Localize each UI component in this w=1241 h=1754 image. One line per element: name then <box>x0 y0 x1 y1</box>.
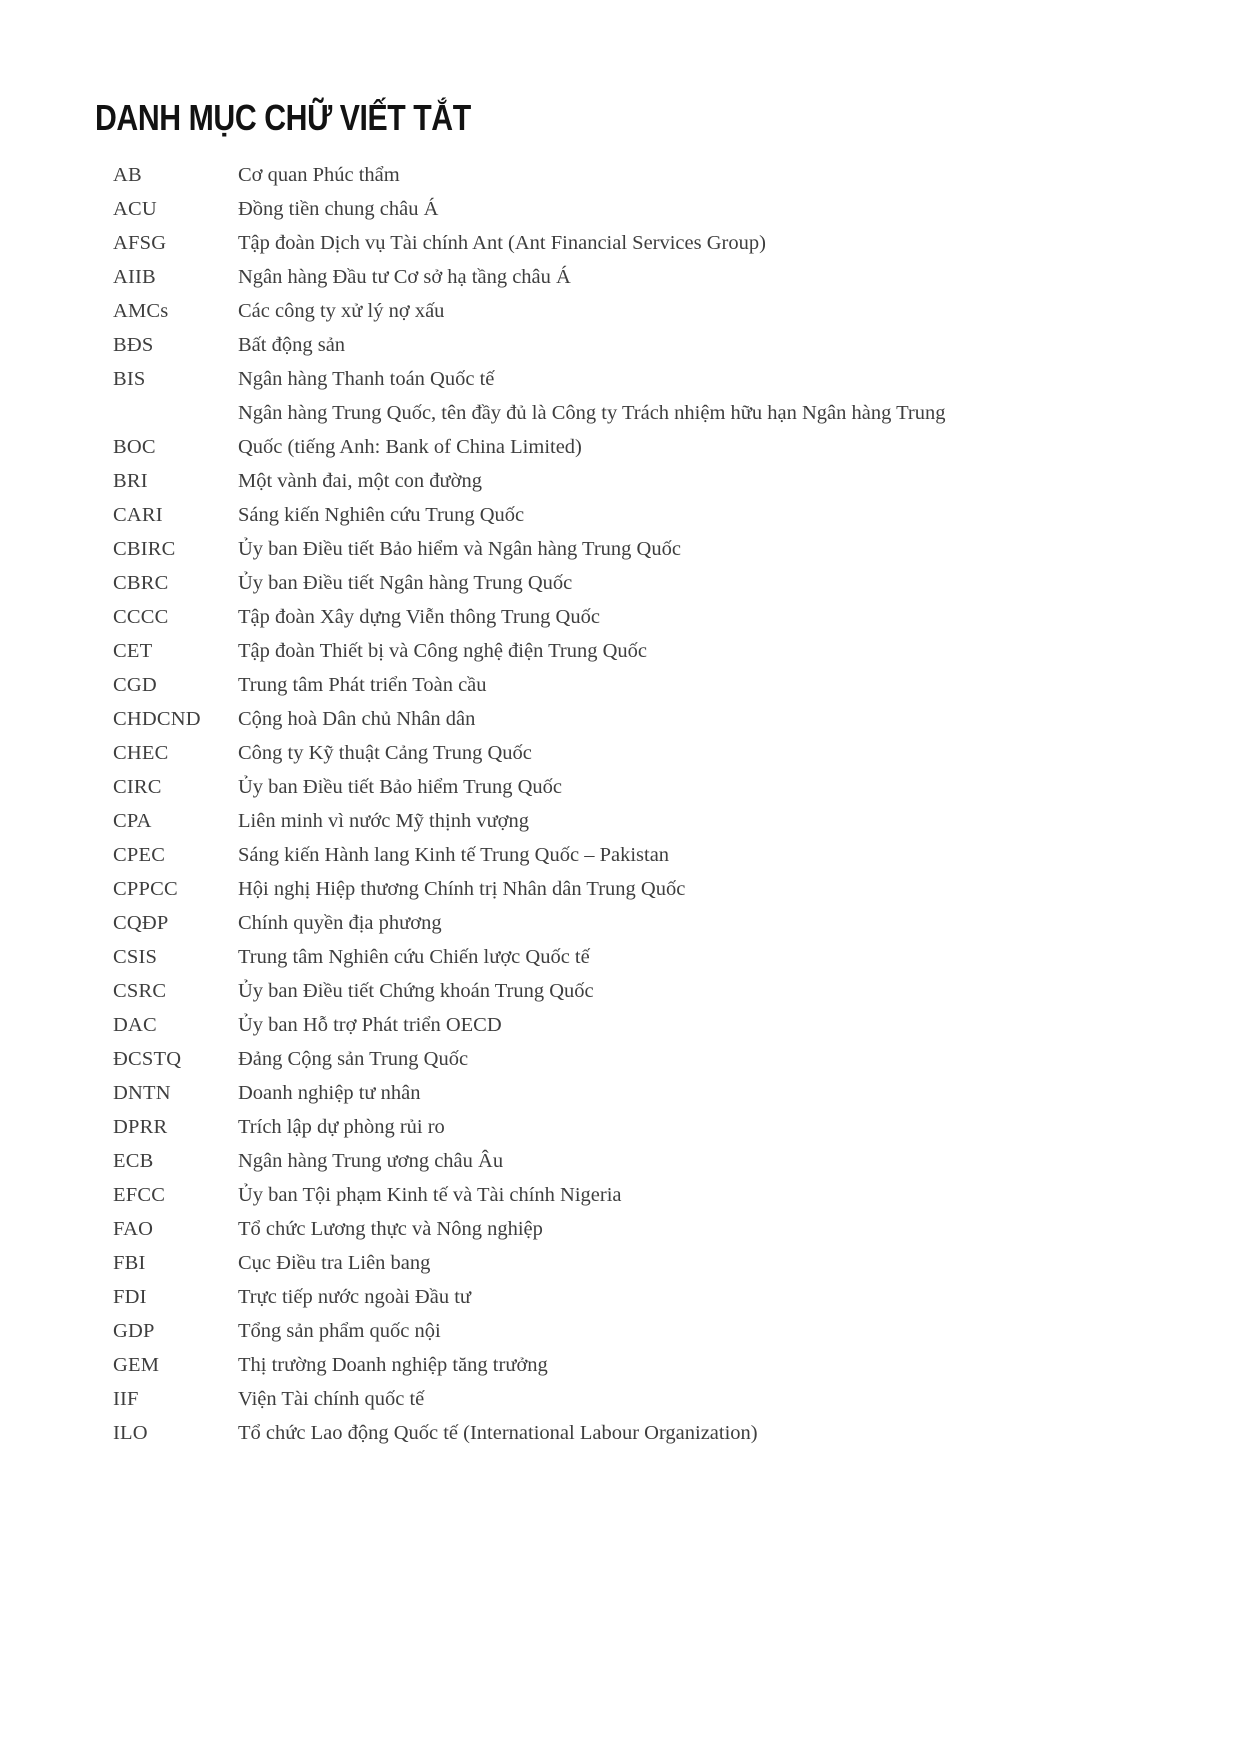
abbreviation-code: EFCC <box>113 1184 166 1206</box>
abbreviation-code: CBIRC <box>113 538 176 560</box>
abbreviation-description: Công ty Kỹ thuật Cảng Trung Quốc <box>238 742 532 764</box>
abbreviation-description: Cục Điều tra Liên bang <box>238 1252 431 1274</box>
abbreviation-code: BIS <box>113 368 146 390</box>
abbreviation-description: Doanh nghiệp tư nhân <box>238 1082 421 1104</box>
abbreviation-code: GDP <box>113 1320 155 1342</box>
abbreviation-description: Một vành đai, một con đường <box>238 470 483 492</box>
abbreviation-code: DAC <box>113 1014 157 1036</box>
abbreviation-code: GEM <box>113 1354 160 1376</box>
abbreviation-code: BOC <box>113 436 156 458</box>
abbreviation-code: CPEC <box>113 844 166 866</box>
list-item <box>113 1416 1181 1450</box>
abbreviation-description: Tập đoàn Thiết bị và Công nghệ điện Trung Quốc <box>238 640 648 662</box>
list-item <box>113 260 1181 294</box>
abbreviation-description: Liên minh vì nước Mỹ thịnh vượng <box>238 810 530 832</box>
abbreviation-description: Chính quyền địa phương <box>238 912 442 934</box>
list-item <box>113 1348 1181 1382</box>
list-item <box>113 1076 1181 1110</box>
abbreviation-code: ACU <box>113 198 157 220</box>
abbreviation-description: Bất động sản <box>238 334 346 356</box>
list-item <box>113 192 1181 226</box>
abbreviation-description <box>238 396 946 464</box>
abbreviation-description: Ngân hàng Thanh toán Quốc tế <box>238 368 495 390</box>
abbreviation-description: Sáng kiến Hành lang Kinh tế Trung Quốc – Pakistan <box>238 844 670 866</box>
list-item <box>113 294 1181 328</box>
abbreviation-code: CHDCND <box>113 708 201 730</box>
abbreviation-description: Các công ty xử lý nợ xấu <box>238 300 445 322</box>
abbreviation-description: Ngân hàng Trung ương châu Âu <box>238 1150 504 1172</box>
list-item <box>113 566 1181 600</box>
abbreviation-code: IIF <box>113 1388 139 1410</box>
abbreviation-code: BĐS <box>113 334 154 356</box>
abbreviation-description: Ủy ban Điều tiết Ngân hàng Trung Quốc <box>238 572 573 594</box>
abbreviation-code: BRI <box>113 470 148 492</box>
abbreviation-code: AMCs <box>113 300 169 322</box>
abbreviation-code: ĐCSTQ <box>113 1048 182 1070</box>
list-item <box>113 702 1181 736</box>
abbreviation-description: Ủy ban Điều tiết Chứng khoán Trung Quốc <box>238 980 594 1002</box>
abbreviation-description: Ủy ban Tội phạm Kinh tế và Tài chính Nigeria <box>238 1184 622 1206</box>
list-item <box>113 770 1181 804</box>
list-item <box>113 838 1181 872</box>
list-item <box>113 532 1181 566</box>
list-item <box>113 1008 1181 1042</box>
list-item <box>113 1280 1181 1314</box>
list-item <box>113 872 1181 906</box>
abbreviation-description-line: Quốc (tiếng Anh: Bank of China Limited) <box>238 436 582 458</box>
abbreviation-description: Cơ quan Phúc thẩm <box>238 164 400 186</box>
list-item <box>113 498 1181 532</box>
abbreviation-description: Viện Tài chính quốc tế <box>238 1388 425 1410</box>
abbreviation-code: CBRC <box>113 572 169 594</box>
abbreviation-code: CHEC <box>113 742 169 764</box>
abbreviation-description: Đảng Cộng sản Trung Quốc <box>238 1048 469 1070</box>
abbreviation-description: Sáng kiến Nghiên cứu Trung Quốc <box>238 504 525 526</box>
abbreviation-description: Tổ chức Lương thực và Nông nghiệp <box>238 1218 543 1240</box>
list-item <box>113 1212 1181 1246</box>
list-item <box>113 1246 1181 1280</box>
abbreviation-code: DPRR <box>113 1116 168 1138</box>
abbreviation-description: Ngân hàng Đầu tư Cơ sở hạ tầng châu Á <box>238 266 571 288</box>
abbreviation-description: Ủy ban Hỗ trợ Phát triển OECD <box>238 1014 502 1036</box>
abbreviation-code: CIRC <box>113 776 162 798</box>
abbreviation-description: Trực tiếp nước ngoài Đầu tư <box>238 1286 472 1308</box>
list-item <box>113 362 1181 396</box>
list-item <box>113 634 1181 668</box>
abbreviation-code: CQĐP <box>113 912 169 934</box>
abbreviation-code: CSRC <box>113 980 167 1002</box>
abbreviation-code: CET <box>113 640 153 662</box>
list-item <box>113 1382 1181 1416</box>
list-item <box>113 940 1181 974</box>
abbreviation-code: CCCC <box>113 606 169 628</box>
abbreviation-description: Ủy ban Điều tiết Bảo hiểm Trung Quốc <box>238 776 562 798</box>
list-item <box>113 1314 1181 1348</box>
abbreviation-code: FBI <box>113 1252 146 1274</box>
abbreviation-description: Đồng tiền chung châu Á <box>238 198 439 220</box>
abbreviation-description: Trích lập dự phòng rủi ro <box>238 1116 445 1138</box>
abbreviation-description: Tổ chức Lao động Quốc tế (International Labour Organization) <box>238 1422 758 1444</box>
list-item <box>113 668 1181 702</box>
list-item <box>113 974 1181 1008</box>
abbreviation-description: Thị trường Doanh nghiệp tăng trưởng <box>238 1354 548 1376</box>
abbreviation-code: ECB <box>113 1150 154 1172</box>
list-item <box>113 736 1181 770</box>
abbreviation-list <box>113 158 1181 1450</box>
list-item <box>113 328 1181 362</box>
abbreviation-description: Ủy ban Điều tiết Bảo hiểm và Ngân hàng Trung Quốc <box>238 538 681 560</box>
list-item <box>113 600 1181 634</box>
list-item <box>113 396 1181 464</box>
abbreviation-code: DNTN <box>113 1082 171 1104</box>
abbreviation-description: Tập đoàn Xây dựng Viễn thông Trung Quốc <box>238 606 600 628</box>
abbreviation-code: CARI <box>113 504 163 526</box>
abbreviation-description: Tổng sản phẩm quốc nội <box>238 1320 441 1342</box>
list-item <box>113 1110 1181 1144</box>
abbreviation-code: ILO <box>113 1422 148 1444</box>
abbreviation-description: Hội nghị Hiệp thương Chính trị Nhân dân Trung Quốc <box>238 878 686 900</box>
abbreviation-code: FDI <box>113 1286 147 1308</box>
abbreviation-description-line: Ngân hàng Trung Quốc, tên đầy đủ là Công ty Trách nhiệm hữu hạn Ngân hàng Trung <box>238 402 946 424</box>
abbreviation-description: Trung tâm Nghiên cứu Chiến lược Quốc tế <box>238 946 590 968</box>
abbreviation-code: AB <box>113 164 142 186</box>
list-item <box>113 804 1181 838</box>
page-title: DANH MỤC CHỮ VIẾT TẮT <box>95 97 471 138</box>
abbreviation-code: CSIS <box>113 946 158 968</box>
list-item <box>113 226 1181 260</box>
abbreviation-description: Tập đoàn Dịch vụ Tài chính Ant (Ant Financial Services Group) <box>238 232 766 254</box>
list-item <box>113 1178 1181 1212</box>
abbreviation-code: FAO <box>113 1218 154 1240</box>
list-item <box>113 464 1181 498</box>
abbreviation-code: CGD <box>113 674 157 696</box>
list-item <box>113 1042 1181 1076</box>
abbreviation-description: Trung tâm Phát triển Toàn cầu <box>238 674 487 696</box>
list-item <box>113 158 1181 192</box>
abbreviation-code: CPPCC <box>113 878 178 900</box>
abbreviation-code: AFSG <box>113 232 167 254</box>
list-item <box>113 906 1181 940</box>
abbreviation-code: AIIB <box>113 266 156 288</box>
abbreviation-code: CPA <box>113 810 152 832</box>
abbreviation-description: Cộng hoà Dân chủ Nhân dân <box>238 708 476 730</box>
list-item <box>113 1144 1181 1178</box>
